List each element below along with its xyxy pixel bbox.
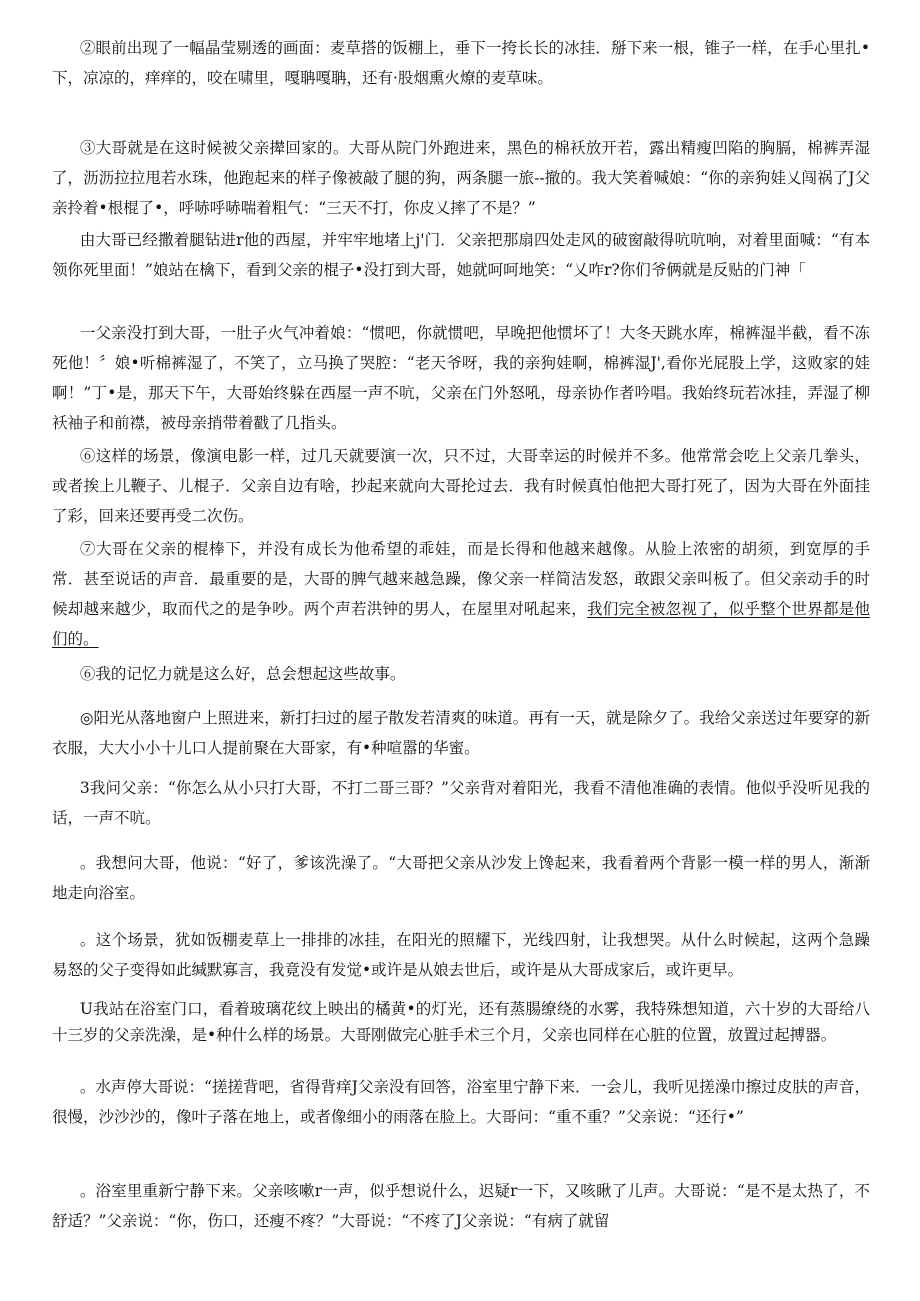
paragraph-11: 。我想问大哥，他说：“好了，爹该洗澡了。“大哥把父亲从沙发上馋起来，我看着两个背影一模一样的男人，渐渐地走向浴室。 xyxy=(52,854,870,902)
paragraph-7 xyxy=(52,534,870,654)
paragraph-6: ⑥这样的场景，像演电影一样，过几天就要演一次，只不过，大哥幸运的时候并不多。他常常会吃上父亲几拳头，或者挨上儿鞭子、儿棍子．父亲自边有啥，抄起来就向大哥抡过去．我有时候真怕他把大哥打死了，因为大哥在外面挂了彩，回来还要再受二次伤。 xyxy=(52,447,870,525)
paragraph-14: 。水声停大哥说：“搓搓背吧，省得背痒J父亲没有回答，浴室里宁静下来．一会儿，我听见搓澡巾擦过皮肤的声音，很慢，沙沙沙的，像叶子落在地上，或者像细小的雨落在脸上。大哥问：“重不重？”父亲说：“还行•” xyxy=(52,1078,870,1126)
paragraph-12: 。这个场景，犹如饭棚麦草上一排排的冰挂，在阳光的照耀下，光线四射，让我想哭。从什么时候起，这两个急躁易怒的父子变得如此缄默寡言，我竟没有发觉•或许是从娘去世后，或许是从大哥成家后，或许更早。 xyxy=(52,931,870,979)
paragraph-5: 一父亲没打到大哥，一肚子火气冲着娘：“惯吧，你就惯吧，早晚把他惯坏了！大冬天跳水库，棉裤湿半截，看不冻死他！〞娘•听棉裤湿了，不笑了，立马换了哭腔：“老天爷呀，我的亲狗娃啊，棉裤湿J',看你光屁股上学，这败家的娃啊！”丁•是，那天下午，大哥始终躲在西屋一声不吭，父亲在门外怒吼，母亲协作者吟唱。我始终玩若冰挂，弄湿了柳袄袖子和前襟，被母亲捎带着戳了几指头。 xyxy=(52,324,870,432)
paragraph-7-text: ⑦大哥在父亲的棍棒下，并没有成长为他希望的乖娃，而是长得和他越来越像。从脸上浓密的胡须，到宽厚的手常．甚至说话的声音．最重要的是，大哥的脾气越来越急躁，像父亲一样简洁发怒，敢跟父亲叫板了。但父亲动手的时候却越来越少，取而代之的是争吵。两个声若洪钟的男人，在屋里对吼起来， xyxy=(52,540,870,618)
paragraph-13: U我站在浴室门口，看着玻璃花纹上映出的橘黄•的灯光，还有蒸腸缭绕的水雾，我特殊想知道，六十岁的大哥给八十三岁的父亲洗澡，是•种什么样的场景。大哥刚做完心脏手术三个月，父亲也同样在心脏的位置，放置过起搏器。 xyxy=(52,1000,870,1044)
paragraph-4: 由大哥已经撒着腿钻进r他的西屋，并牢牢地堵上j'门．父亲把那扇四处走风的破窗敲得吭吭响，对着里面喊：“有本领你死里面！”娘站在檎下，看到父亲的棍子•没打到大哥，她就呵呵地笑：“乂咋r?你们爷俩就是反贴的门神「 xyxy=(52,231,870,279)
paragraph-15: 。浴室里重新宁静下来。父亲咳嗽r一声，似乎想说什么，迟疑r一下，又咳瞅了儿声。大哥说：“是不是太热了，不舒适？”父亲说：“你，伤口，还瘦不疼？”大哥说：“不疼了J父亲说：“有病了就留 xyxy=(52,1182,870,1230)
paragraph-3: ③大哥就是在这时候被父亲撵回家的。大哥从院门外跑进来，黑色的棉袄放开若，露出精瘦凹陷的胸膈，棉裤弄湿了，沥沥拉拉甩若水珠，他跑起来的样子像被敲了腿的狗，两条腿一旅--撤的。我大笑着喊娘：“你的亲狗娃乂闯祸了J父亲拎着•根棍了•，呼哧呼哧喘着粗气：“三天不打，你皮乂摔了不是？” xyxy=(52,139,870,217)
paragraph-9: ◎阳光从落地窗户上照进来，新打扫过的屋子散发若清爽的味道。再有一天，就是除夕了。我给父亲送过年要穿的新衣服，大大小小十儿口人提前聚在大哥家，有•种喧嚣的华蜜。 xyxy=(52,709,870,757)
paragraph-8: ⑥我的记忆力就是这么好，总会想起这些故事。 xyxy=(79,665,406,683)
underlined-sentence: 我们完全被忽视了，似乎整个世界都是他们的。 xyxy=(52,600,870,648)
paragraph-2: ②眼前出现了一幅晶莹剔透的画面：麦草搭的饭棚上，垂下一挎长长的冰挂．掰下来一根，锥子一样，在手心里扎•下，凉凉的，痒痒的，咬在啸里，嘎聃嘎聃，还有·股烟熏火燎的麦草味。 xyxy=(52,39,870,87)
paragraph-10: 3我问父亲：“你怎么从小只打大哥，不打二哥三哥？”父亲背对着阳光，我看不清他准确的表情。他似乎没听见我的话，一声不吭。 xyxy=(52,779,870,827)
